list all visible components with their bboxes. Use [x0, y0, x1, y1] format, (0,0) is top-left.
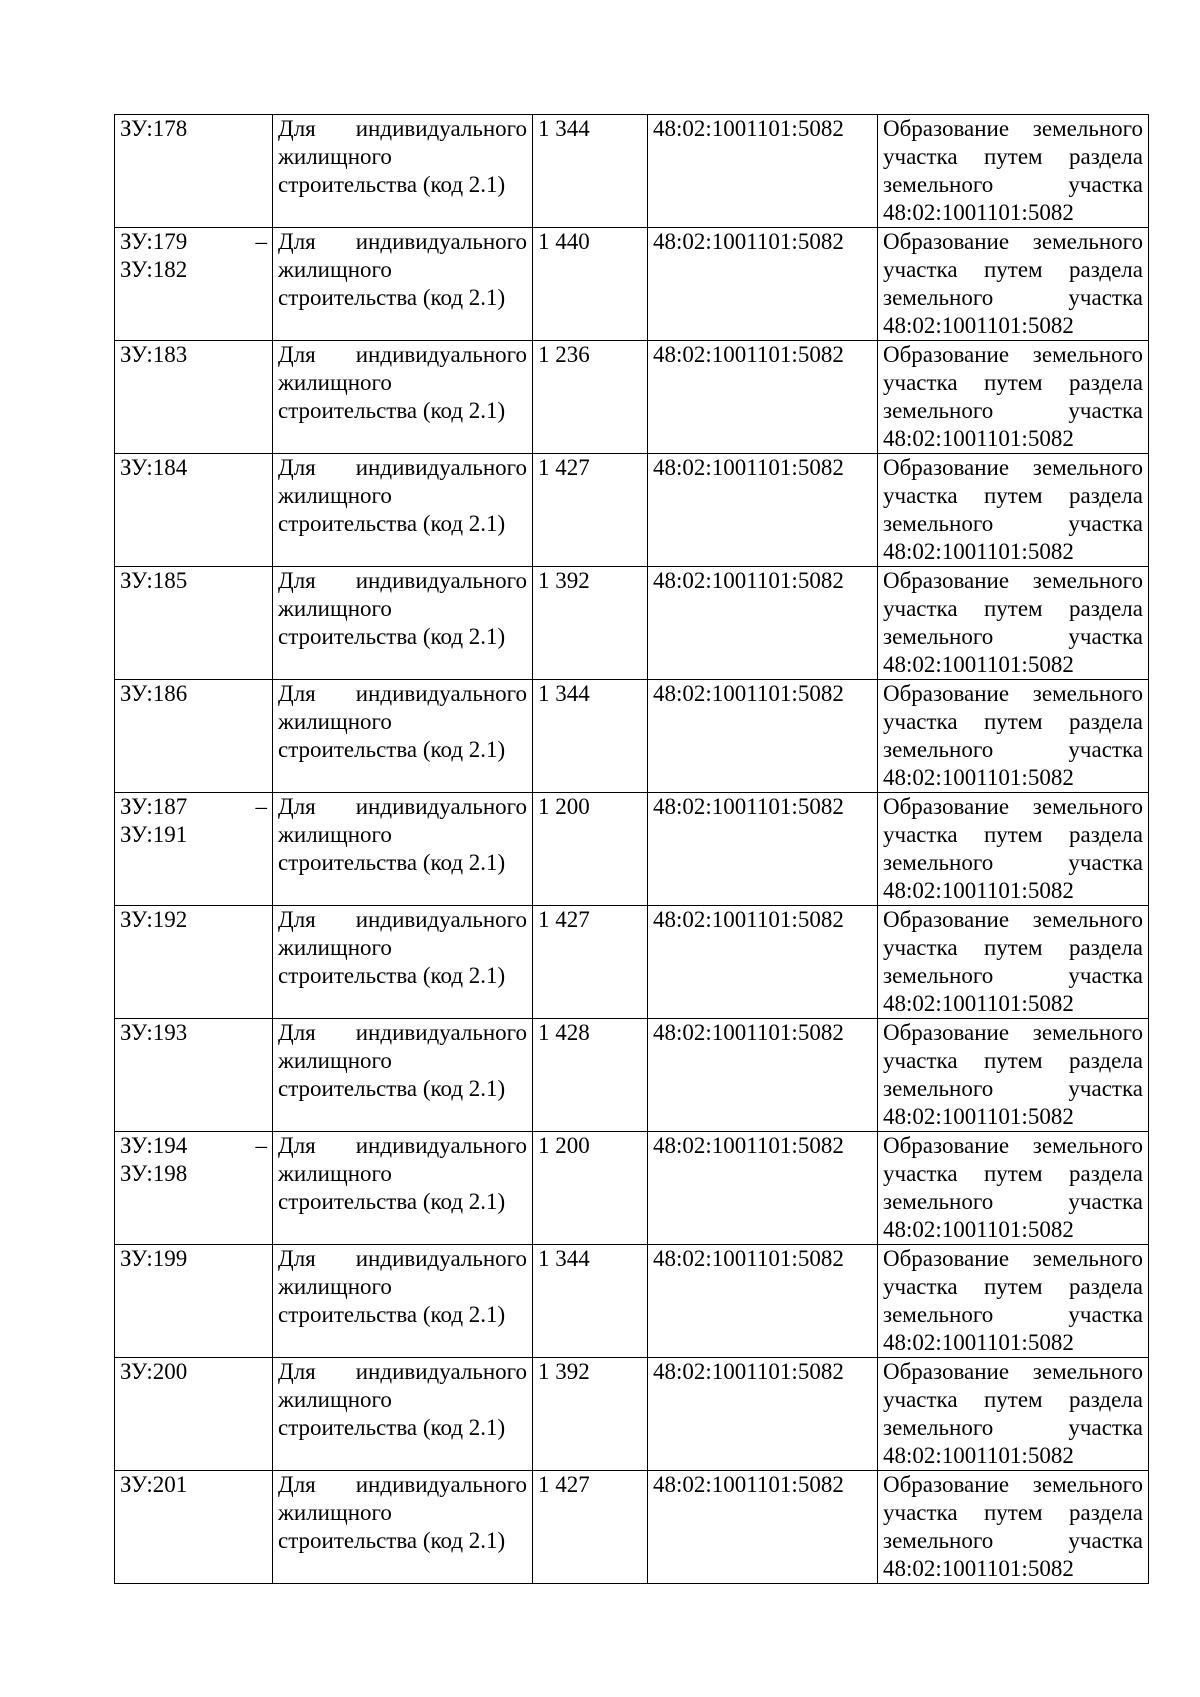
- area-cell: [533, 793, 648, 906]
- permitted-use-line: строительства (код 2.1): [278, 285, 506, 310]
- formation-method-line: земельного участка: [883, 1302, 1143, 1327]
- permitted-use-line: строительства (код 2.1): [278, 737, 506, 762]
- plot-id: ЗУ:178: [120, 116, 188, 141]
- area-cell: [533, 1358, 648, 1471]
- formation-method-line: земельного участка: [883, 1076, 1143, 1101]
- area-cell: [533, 341, 648, 454]
- area-cell: [533, 906, 648, 1019]
- plot-id-range-start: [120, 228, 267, 256]
- area-cell: [533, 1471, 648, 1584]
- parent-cadastral-cell: [648, 454, 878, 567]
- permitted-use-line: Для индивидуального: [278, 907, 527, 932]
- permitted-use-cell: [273, 1471, 533, 1584]
- formation-method-line: участка путем раздела: [883, 596, 1143, 621]
- area-cell: [533, 115, 648, 228]
- permitted-use-cell: [273, 115, 533, 228]
- formation-method-cell: [878, 1019, 1149, 1132]
- formation-method-line: 48:02:1001101:5082: [883, 200, 1074, 225]
- formation-method-cell: [878, 680, 1149, 793]
- area-value: 1 392: [538, 568, 590, 593]
- formation-method-line: Образование земельного: [883, 342, 1143, 367]
- table-row: [115, 906, 1149, 1019]
- formation-method-line: 48:02:1001101:5082: [883, 652, 1074, 677]
- permitted-use-cell: [273, 454, 533, 567]
- formation-method-line: земельного участка: [883, 511, 1143, 536]
- parent-cadastral-cell: [648, 341, 878, 454]
- formation-method-line: участка путем раздела: [883, 370, 1143, 395]
- permitted-use-line: Для индивидуального: [278, 1020, 527, 1045]
- parent-cadastral-number: 48:02:1001101:5082: [653, 116, 844, 141]
- permitted-use-line: жилищного: [278, 1161, 392, 1186]
- permitted-use-line: строительства (код 2.1): [278, 963, 506, 988]
- parent-cadastral-number: 48:02:1001101:5082: [653, 907, 844, 932]
- plot-id: ЗУ:193: [120, 1020, 188, 1045]
- table-row: [115, 1132, 1149, 1245]
- permitted-use-line: жилищного: [278, 483, 392, 508]
- formation-method-line: Образование земельного: [883, 1020, 1143, 1045]
- formation-method-line: Образование земельного: [883, 1133, 1143, 1158]
- permitted-use-line: Для индивидуального: [278, 229, 527, 254]
- area-value: 1 200: [538, 794, 590, 819]
- plot-id: ЗУ:192: [120, 907, 188, 932]
- permitted-use-line: Для индивидуального: [278, 1133, 527, 1158]
- formation-method-line: земельного участка: [883, 737, 1143, 762]
- plot-id-to: ЗУ:198: [120, 1161, 188, 1186]
- formation-method-cell: [878, 793, 1149, 906]
- formation-method-line: участка путем раздела: [883, 483, 1143, 508]
- formation-method-cell: [878, 906, 1149, 1019]
- permitted-use-line: строительства (код 2.1): [278, 1189, 506, 1214]
- area-value: 1 344: [538, 116, 590, 141]
- formation-method-line: 48:02:1001101:5082: [883, 1330, 1074, 1355]
- plot-id-range-start: [120, 793, 267, 821]
- plot-id-to: ЗУ:191: [120, 822, 188, 847]
- area-value: 1 236: [538, 342, 590, 367]
- formation-method-line: участка путем раздела: [883, 1161, 1143, 1186]
- formation-method-line: земельного участка: [883, 285, 1143, 310]
- parent-cadastral-cell: [648, 1019, 878, 1132]
- table-row: [115, 115, 1149, 228]
- plot-id-cell: [115, 1132, 273, 1245]
- formation-method-line: 48:02:1001101:5082: [883, 1443, 1074, 1468]
- formation-method-line: участка путем раздела: [883, 1500, 1143, 1525]
- plot-id-cell: [115, 793, 273, 906]
- permitted-use-cell: [273, 906, 533, 1019]
- formation-method-line: Образование земельного: [883, 116, 1143, 141]
- plot-id-from: ЗУ:179: [120, 229, 188, 254]
- formation-method-line: 48:02:1001101:5082: [883, 426, 1074, 451]
- area-value: 1 344: [538, 1246, 590, 1271]
- plot-id: ЗУ:201: [120, 1472, 188, 1497]
- permitted-use-cell: [273, 1245, 533, 1358]
- table-row: [115, 1358, 1149, 1471]
- formation-method-line: земельного участка: [883, 624, 1143, 649]
- plot-id-cell: [115, 1358, 273, 1471]
- area-value: 1 200: [538, 1133, 590, 1158]
- permitted-use-line: жилищного: [278, 1500, 392, 1525]
- plot-id: ЗУ:186: [120, 681, 188, 706]
- plot-id: ЗУ:183: [120, 342, 188, 367]
- formation-method-line: Образование земельного: [883, 1472, 1143, 1497]
- plot-id-cell: [115, 115, 273, 228]
- permitted-use-line: жилищного: [278, 822, 392, 847]
- area-cell: [533, 1132, 648, 1245]
- permitted-use-line: строительства (код 2.1): [278, 1076, 506, 1101]
- formation-method-line: участка путем раздела: [883, 257, 1143, 282]
- land-plots-table: [114, 114, 1149, 1584]
- formation-method-line: земельного участка: [883, 398, 1143, 423]
- parent-cadastral-number: 48:02:1001101:5082: [653, 568, 844, 593]
- parent-cadastral-cell: [648, 228, 878, 341]
- formation-method-line: участка путем раздела: [883, 1274, 1143, 1299]
- permitted-use-line: жилищного: [278, 257, 392, 282]
- parent-cadastral-number: 48:02:1001101:5082: [653, 1133, 844, 1158]
- area-value: 1 427: [538, 1472, 590, 1497]
- plot-id-range-start: [120, 1132, 267, 1160]
- permitted-use-cell: [273, 228, 533, 341]
- formation-method-line: 48:02:1001101:5082: [883, 991, 1074, 1016]
- formation-method-line: земельного участка: [883, 1189, 1143, 1214]
- permitted-use-line: строительства (код 2.1): [278, 850, 506, 875]
- plot-id-from: ЗУ:194: [120, 1133, 188, 1158]
- plot-id-cell: [115, 567, 273, 680]
- formation-method-line: 48:02:1001101:5082: [883, 313, 1074, 338]
- plot-id: ЗУ:200: [120, 1359, 188, 1384]
- permitted-use-line: Для индивидуального: [278, 1246, 527, 1271]
- formation-method-line: земельного участка: [883, 1528, 1143, 1553]
- area-value: 1 392: [538, 1359, 590, 1384]
- area-value: 1 344: [538, 681, 590, 706]
- plot-id: ЗУ:199: [120, 1246, 188, 1271]
- table-row: [115, 1245, 1149, 1358]
- formation-method-line: участка путем раздела: [883, 1387, 1143, 1412]
- formation-method-cell: [878, 1132, 1149, 1245]
- formation-method-line: Образование земельного: [883, 794, 1143, 819]
- formation-method-line: Образование земельного: [883, 681, 1143, 706]
- plot-id-cell: [115, 680, 273, 793]
- permitted-use-line: жилищного: [278, 1048, 392, 1073]
- permitted-use-cell: [273, 567, 533, 680]
- plot-id-cell: [115, 341, 273, 454]
- plot-id-cell: [115, 1019, 273, 1132]
- plot-id: ЗУ:184: [120, 455, 188, 480]
- range-dash: –: [255, 229, 267, 254]
- range-dash: –: [255, 794, 267, 819]
- formation-method-line: земельного участка: [883, 963, 1143, 988]
- permitted-use-line: строительства (код 2.1): [278, 1528, 506, 1553]
- parent-cadastral-number: 48:02:1001101:5082: [653, 794, 844, 819]
- parent-cadastral-number: 48:02:1001101:5082: [653, 1359, 844, 1384]
- permitted-use-line: Для индивидуального: [278, 1359, 527, 1384]
- table-row: [115, 341, 1149, 454]
- permitted-use-cell: [273, 1132, 533, 1245]
- permitted-use-line: жилищного: [278, 596, 392, 621]
- permitted-use-cell: [273, 1358, 533, 1471]
- parent-cadastral-number: 48:02:1001101:5082: [653, 1472, 844, 1497]
- formation-method-line: Образование земельного: [883, 1246, 1143, 1271]
- table-row: [115, 1471, 1149, 1584]
- table-row: [115, 793, 1149, 906]
- formation-method-cell: [878, 454, 1149, 567]
- permitted-use-line: жилищного: [278, 370, 392, 395]
- permitted-use-cell: [273, 793, 533, 906]
- permitted-use-line: строительства (код 2.1): [278, 398, 506, 423]
- formation-method-line: 48:02:1001101:5082: [883, 539, 1074, 564]
- permitted-use-cell: [273, 1019, 533, 1132]
- parent-cadastral-cell: [648, 115, 878, 228]
- formation-method-line: земельного участка: [883, 1415, 1143, 1440]
- formation-method-line: участка путем раздела: [883, 144, 1143, 169]
- formation-method-line: участка путем раздела: [883, 709, 1143, 734]
- permitted-use-line: строительства (код 2.1): [278, 624, 506, 649]
- plot-id-cell: [115, 1245, 273, 1358]
- table-body: [115, 115, 1149, 1584]
- permitted-use-cell: [273, 341, 533, 454]
- permitted-use-line: Для индивидуального: [278, 568, 527, 593]
- permitted-use-line: жилищного: [278, 709, 392, 734]
- formation-method-line: Образование земельного: [883, 1359, 1143, 1384]
- permitted-use-line: Для индивидуального: [278, 116, 527, 141]
- table-row: [115, 567, 1149, 680]
- table-row: [115, 454, 1149, 567]
- parent-cadastral-cell: [648, 906, 878, 1019]
- formation-method-line: земельного участка: [883, 850, 1143, 875]
- permitted-use-line: Для индивидуального: [278, 794, 527, 819]
- area-value: 1 427: [538, 907, 590, 932]
- area-cell: [533, 228, 648, 341]
- parent-cadastral-cell: [648, 1132, 878, 1245]
- parent-cadastral-cell: [648, 1358, 878, 1471]
- area-cell: [533, 567, 648, 680]
- parent-cadastral-cell: [648, 680, 878, 793]
- formation-method-line: Образование земельного: [883, 568, 1143, 593]
- parent-cadastral-number: 48:02:1001101:5082: [653, 229, 844, 254]
- parent-cadastral-cell: [648, 567, 878, 680]
- formation-method-line: Образование земельного: [883, 455, 1143, 480]
- parent-cadastral-cell: [648, 793, 878, 906]
- area-value: 1 440: [538, 229, 590, 254]
- permitted-use-line: жилищного: [278, 1274, 392, 1299]
- permitted-use-line: строительства (код 2.1): [278, 1415, 506, 1440]
- formation-method-cell: [878, 567, 1149, 680]
- parent-cadastral-cell: [648, 1471, 878, 1584]
- formation-method-line: земельного участка: [883, 172, 1143, 197]
- parent-cadastral-number: 48:02:1001101:5082: [653, 1246, 844, 1271]
- plot-id-from: ЗУ:187: [120, 794, 188, 819]
- permitted-use-line: Для индивидуального: [278, 681, 527, 706]
- formation-method-cell: [878, 115, 1149, 228]
- formation-method-cell: [878, 1245, 1149, 1358]
- formation-method-line: 48:02:1001101:5082: [883, 1556, 1074, 1581]
- plot-id-cell: [115, 454, 273, 567]
- plot-id-cell: [115, 1471, 273, 1584]
- formation-method-cell: [878, 341, 1149, 454]
- permitted-use-line: Для индивидуального: [278, 1472, 527, 1497]
- permitted-use-line: строительства (код 2.1): [278, 172, 506, 197]
- table-row: [115, 680, 1149, 793]
- parent-cadastral-number: 48:02:1001101:5082: [653, 1020, 844, 1045]
- formation-method-line: участка путем раздела: [883, 1048, 1143, 1073]
- permitted-use-line: строительства (код 2.1): [278, 1302, 506, 1327]
- area-value: 1 428: [538, 1020, 590, 1045]
- parent-cadastral-number: 48:02:1001101:5082: [653, 455, 844, 480]
- formation-method-line: 48:02:1001101:5082: [883, 1217, 1074, 1242]
- formation-method-line: 48:02:1001101:5082: [883, 878, 1074, 903]
- formation-method-cell: [878, 1358, 1149, 1471]
- formation-method-cell: [878, 1471, 1149, 1584]
- formation-method-line: Образование земельного: [883, 229, 1143, 254]
- permitted-use-line: Для индивидуального: [278, 342, 527, 367]
- permitted-use-line: жилищного: [278, 935, 392, 960]
- parent-cadastral-cell: [648, 1245, 878, 1358]
- formation-method-line: 48:02:1001101:5082: [883, 1104, 1074, 1129]
- permitted-use-cell: [273, 680, 533, 793]
- formation-method-line: 48:02:1001101:5082: [883, 765, 1074, 790]
- area-cell: [533, 454, 648, 567]
- plot-id-to: ЗУ:182: [120, 257, 188, 282]
- plot-id-cell: [115, 906, 273, 1019]
- permitted-use-line: строительства (код 2.1): [278, 511, 506, 536]
- permitted-use-line: жилищного: [278, 144, 392, 169]
- permitted-use-line: жилищного: [278, 1387, 392, 1412]
- area-cell: [533, 1019, 648, 1132]
- table-row: [115, 228, 1149, 341]
- plot-id-cell: [115, 228, 273, 341]
- area-cell: [533, 680, 648, 793]
- formation-method-line: участка путем раздела: [883, 822, 1143, 847]
- formation-method-line: участка путем раздела: [883, 935, 1143, 960]
- area-cell: [533, 1245, 648, 1358]
- formation-method-line: Образование земельного: [883, 907, 1143, 932]
- permitted-use-line: Для индивидуального: [278, 455, 527, 480]
- parent-cadastral-number: 48:02:1001101:5082: [653, 681, 844, 706]
- formation-method-cell: [878, 228, 1149, 341]
- range-dash: –: [255, 1133, 267, 1158]
- plot-id: ЗУ:185: [120, 568, 188, 593]
- area-value: 1 427: [538, 455, 590, 480]
- parent-cadastral-number: 48:02:1001101:5082: [653, 342, 844, 367]
- table-row: [115, 1019, 1149, 1132]
